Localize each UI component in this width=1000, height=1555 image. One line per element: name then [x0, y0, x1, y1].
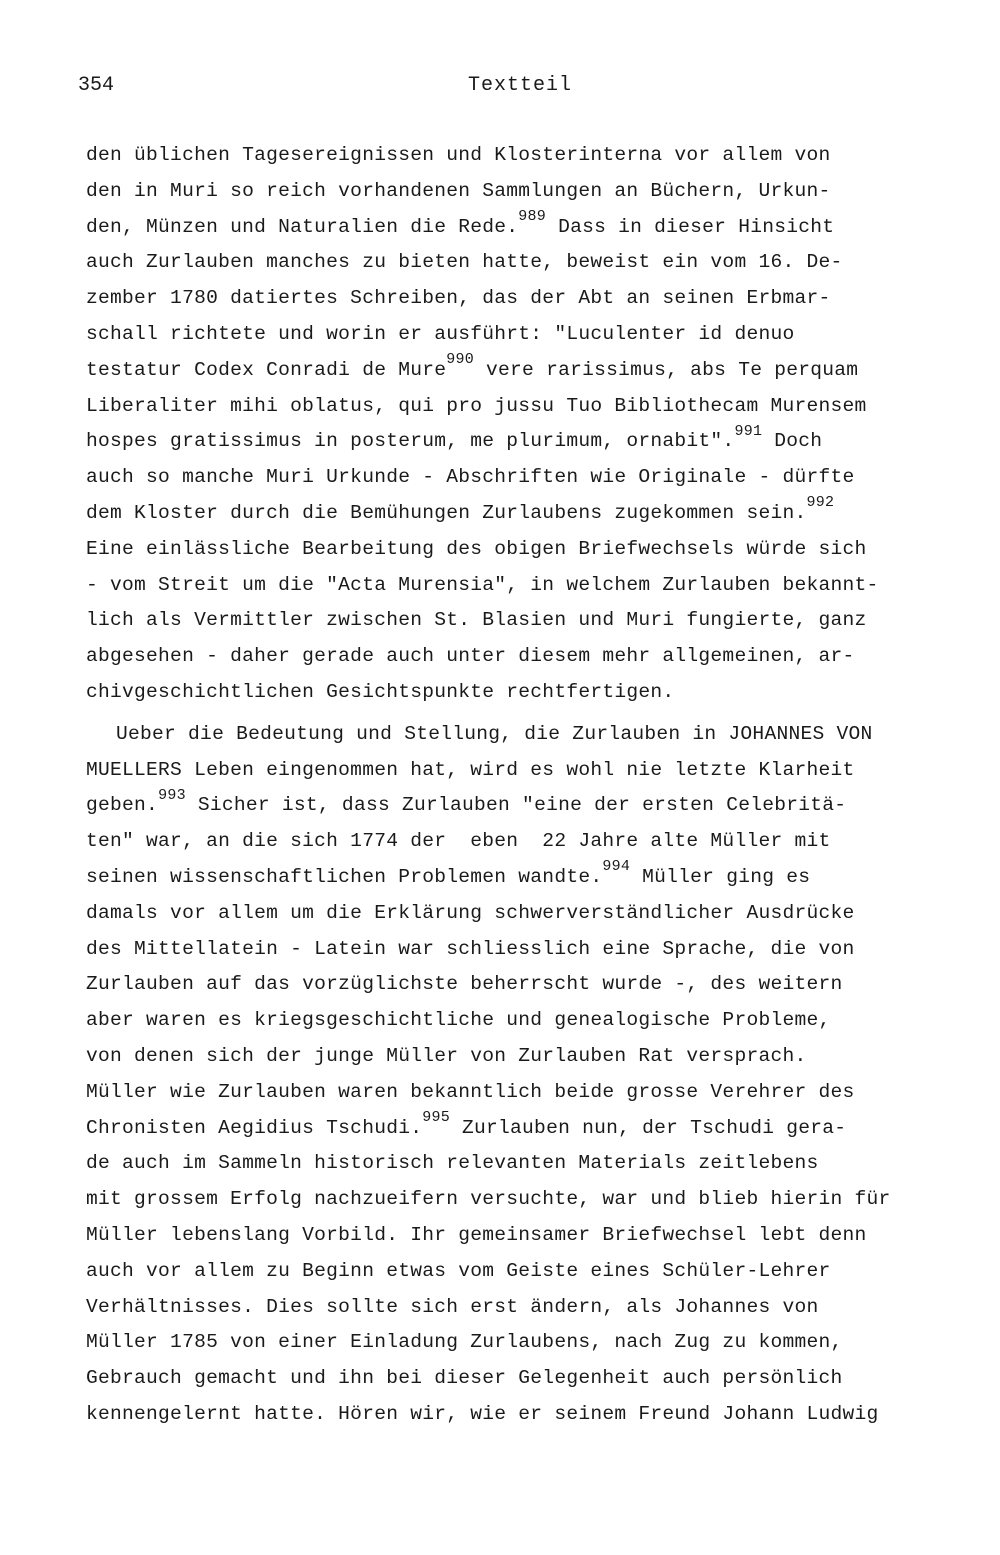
line-text: testatur Codex Conradi de Mure [86, 358, 447, 381]
text-line [86, 496, 986, 532]
text-line [86, 353, 986, 389]
text-line [86, 1039, 986, 1075]
line-text: von denen sich der junge Müller von Zurlauben Rat versprach. [86, 1044, 807, 1067]
line-text: Ueber die Bedeutung und Stellung, die Zurlauben in JOHANNES VON [116, 722, 873, 745]
line-text: mit grossem Erfolg nachzueifern versuchte, war und blieb hierin für [86, 1188, 891, 1211]
text-line [86, 281, 986, 317]
text-line [86, 603, 986, 639]
text-line [86, 1146, 986, 1182]
line-text: ten" war, an die sich 1774 der eben 22 Jahre alte Müller mit [86, 830, 831, 853]
line-text-continued: Doch [762, 430, 823, 453]
footnote-marker: 993 [158, 786, 186, 804]
text-line [86, 245, 986, 281]
text-line [86, 967, 986, 1003]
line-text: des Mittellatein - Latein war schliesslich eine Sprache, die von [86, 937, 855, 960]
line-text: schall richtete und worin er ausführt: "Luculenter id denuo [86, 322, 795, 345]
line-text: hospes gratissimus in posterum, me plurimum, ornabit". [86, 430, 735, 453]
text-line [86, 1397, 986, 1433]
line-text: de auch im Sammeln historisch relevanten Materials zeitlebens [86, 1152, 819, 1175]
text-line [86, 424, 986, 460]
line-text: den üblichen Tagesereignissen und Klosterinterna vor allem von [86, 144, 831, 166]
line-text: geben. [86, 794, 159, 817]
line-text: Müller 1785 von einer Einladung Zurlaubens, nach Zug zu kommen, [86, 1331, 843, 1354]
text-line [86, 896, 986, 932]
text-line [86, 1290, 986, 1326]
text-line [86, 717, 986, 753]
line-text: Chronisten Aegidius Tschudi. [86, 1116, 423, 1139]
line-text: Gebrauch gemacht und ihn bei dieser Gelegenheit auch persönlich [86, 1367, 843, 1390]
text-line [86, 1075, 986, 1111]
line-text: Liberaliter mihi oblatus, qui pro jussu Tuo Bibliothecam Murensem [86, 394, 867, 417]
footnote-marker: 991 [734, 422, 763, 440]
line-text: dem Kloster durch die Bemühungen Zurlaubens zugekommen sein. [86, 501, 807, 524]
line-text: Eine einlässliche Bearbeitung des obigen Briefwechsels würde sich [86, 537, 867, 560]
line-text: auch so manche Muri Urkunde - Abschriften wie Originale - dürfte [86, 466, 855, 489]
text-line [86, 460, 986, 496]
line-text-continued: Müller ging es [630, 865, 811, 888]
text-line [86, 1003, 986, 1039]
line-text-continued: vere rarissimus, abs Te perquam [474, 358, 859, 381]
line-text: den, Münzen und Naturalien die Rede. [86, 215, 519, 238]
line-text-continued: Dass in dieser Hinsicht [546, 215, 835, 238]
text-line [86, 1325, 986, 1361]
paragraph [86, 138, 986, 711]
text-line [86, 1254, 986, 1290]
text-line [86, 753, 986, 789]
footnote-marker: 994 [602, 858, 631, 876]
line-text: kennengelernt hatte. Hören wir, wie er seinem Freund Johann Ludwig [86, 1402, 879, 1425]
paragraph [86, 717, 986, 1433]
body-text [86, 138, 986, 1433]
text-line [86, 1218, 986, 1254]
line-text: auch Zurlauben manches zu bieten hatte, beweist ein vom 16. De- [86, 251, 843, 274]
line-text: - vom Streit um die "Acta Murensia", in welchem Zurlauben bekannt- [86, 573, 879, 596]
page-header [78, 74, 938, 102]
line-text: zember 1780 datiertes Schreiben, das der Abt an seinen Erbmar- [86, 287, 831, 310]
running-head: Textteil [468, 74, 573, 97]
text-line [86, 1108, 986, 1147]
line-text: Zurlauben auf das vorzüglichste beherrscht wurde -, des weitern [86, 973, 843, 996]
text-line [86, 932, 986, 968]
line-text: Müller wie Zurlauben waren bekanntlich beide grosse Verehrer des [86, 1080, 855, 1103]
text-line [86, 824, 986, 860]
line-text: Müller lebenslang Vorbild. Ihr gemeinsamer Briefwechsel lebt denn [86, 1223, 867, 1246]
line-text: chivgeschichtlichen Gesichtspunkte rechtfertigen. [86, 680, 675, 703]
line-text: lich als Vermittler zwischen St. Blasien und Muri fungierte, ganz [86, 609, 867, 632]
text-line [86, 174, 986, 210]
text-line [86, 389, 986, 425]
line-text: seinen wissenschaftlichen Problemen wandte. [86, 865, 603, 888]
text-line [86, 138, 986, 174]
text-line [86, 568, 986, 604]
line-text: den in Muri so reich vorhandenen Sammlungen an Büchern, Urkun- [86, 179, 831, 202]
footnote-marker: 989 [518, 208, 547, 226]
footnote-marker: 995 [422, 1108, 450, 1126]
text-line [86, 532, 986, 568]
line-text: MUELLERS Leben eingenommen hat, wird es wohl nie letzte Klarheit [86, 758, 855, 781]
text-line [86, 317, 986, 353]
text-line [86, 675, 986, 711]
text-line [86, 639, 986, 675]
footnote-marker: 990 [446, 351, 475, 369]
line-text: Verhältnisses. Dies sollte sich erst ändern, als Johannes von [86, 1295, 819, 1318]
text-line [86, 1182, 986, 1218]
line-text-continued: Zurlauben nun, der Tschudi gera- [450, 1116, 847, 1139]
page-number: 354 [78, 74, 115, 97]
text-line [86, 788, 986, 824]
text-line [86, 210, 986, 246]
line-text: aber waren es kriegsgeschichtliche und genealogische Probleme, [86, 1009, 831, 1032]
text-line [86, 1361, 986, 1397]
line-text-continued: Sicher ist, dass Zurlauben "eine der ersten Celebritä- [185, 794, 847, 817]
line-text: damals vor allem um die Erklärung schwerverständlicher Ausdrücke [86, 901, 855, 924]
footnote-marker: 992 [806, 494, 835, 512]
line-text: auch vor allem zu Beginn etwas vom Geiste eines Schüler-Lehrer [86, 1259, 831, 1282]
line-text: abgesehen - daher gerade auch unter diesem mehr allgemeinen, ar- [86, 645, 855, 668]
text-line [86, 860, 986, 896]
